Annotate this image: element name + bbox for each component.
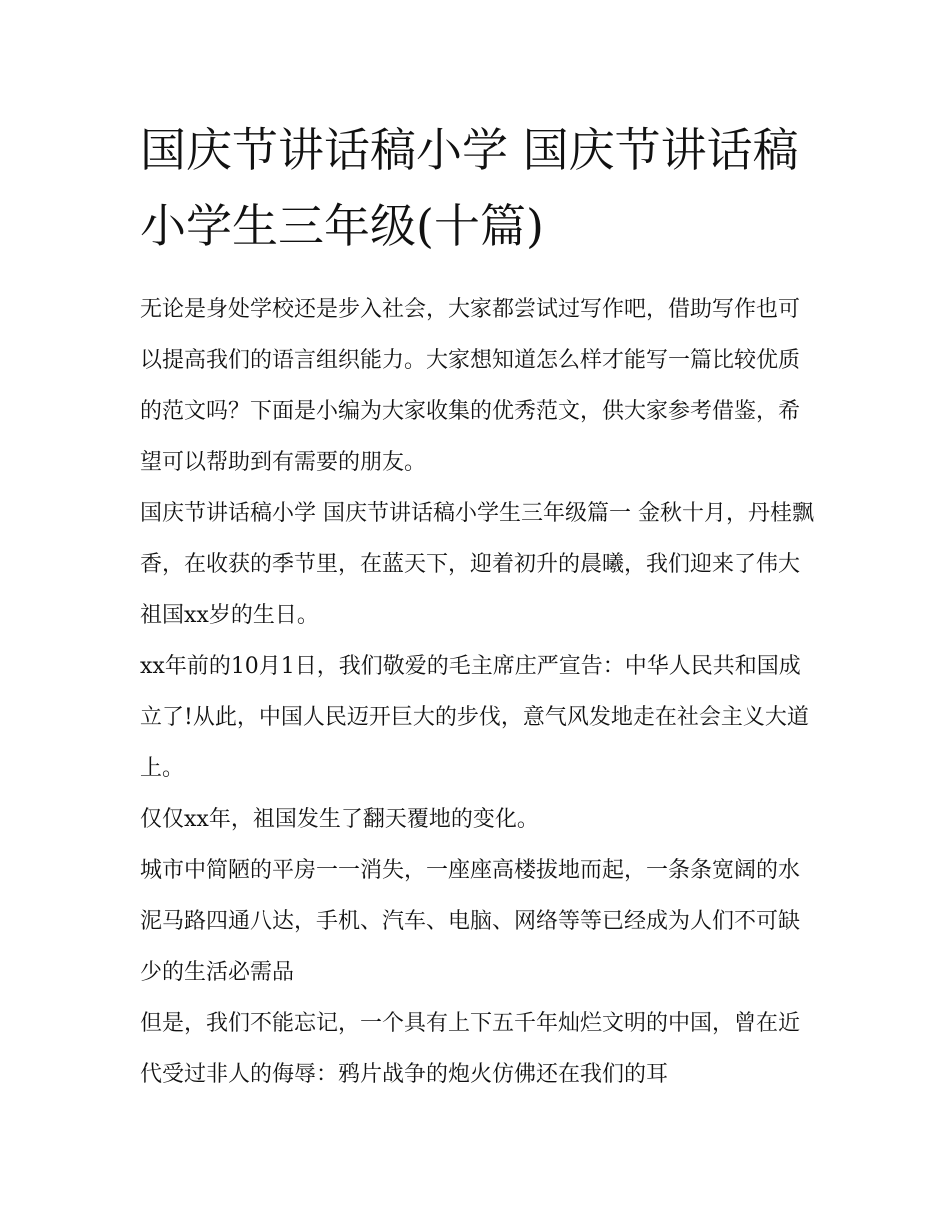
paragraph-4: 城市中简陋的平房一一消失，一座座高楼拔地而起，一条条宽阔的水泥马路四通八达，手机、汽车、电脑、网络等等已经成为人们不可缺少的生活必需品 <box>140 858 801 985</box>
document-page <box>140 112 816 1100</box>
document-title: 国庆节讲话稿小学 国庆节讲话稿小学生三年级(十篇) <box>140 123 799 253</box>
paragraph-intro: 无论是身处学校还是步入社会，大家都尝试过写作吧，借助写作也可以提高我们的语言组织能力。大家想知道怎么样才能写一篇比较优质的范文吗？下面是小编为大家收集的优秀范文，供大家参考借鉴，希望可以帮助到有需要的朋友。 <box>140 297 801 475</box>
paragraph-5: 但是，我们不能忘记，一个具有上下五千年灿烂文明的中国，曾在近代受过非人的侮辱：鸦片战争的炮火仿佛还在我们的耳 <box>140 1011 801 1087</box>
paragraph-1: 国庆节讲话稿小学 国庆节讲话稿小学生三年级篇一 金秋十月，丹桂飘香，在收获的季节里，在蓝天下，迎着初升的晨曦，我们迎来了伟大祖国xx岁的生日。 <box>140 501 814 628</box>
paragraph-2: xx年前的10月1日，我们敬爱的毛主席庄严宣告：中华人民共和国成立了!从此，中国人民迈开巨大的步伐，意气风发地走在社会主义大道上。 <box>140 654 809 781</box>
paragraph-3: 仅仅xx年，祖国发生了翻天覆地的变化。 <box>140 807 539 832</box>
